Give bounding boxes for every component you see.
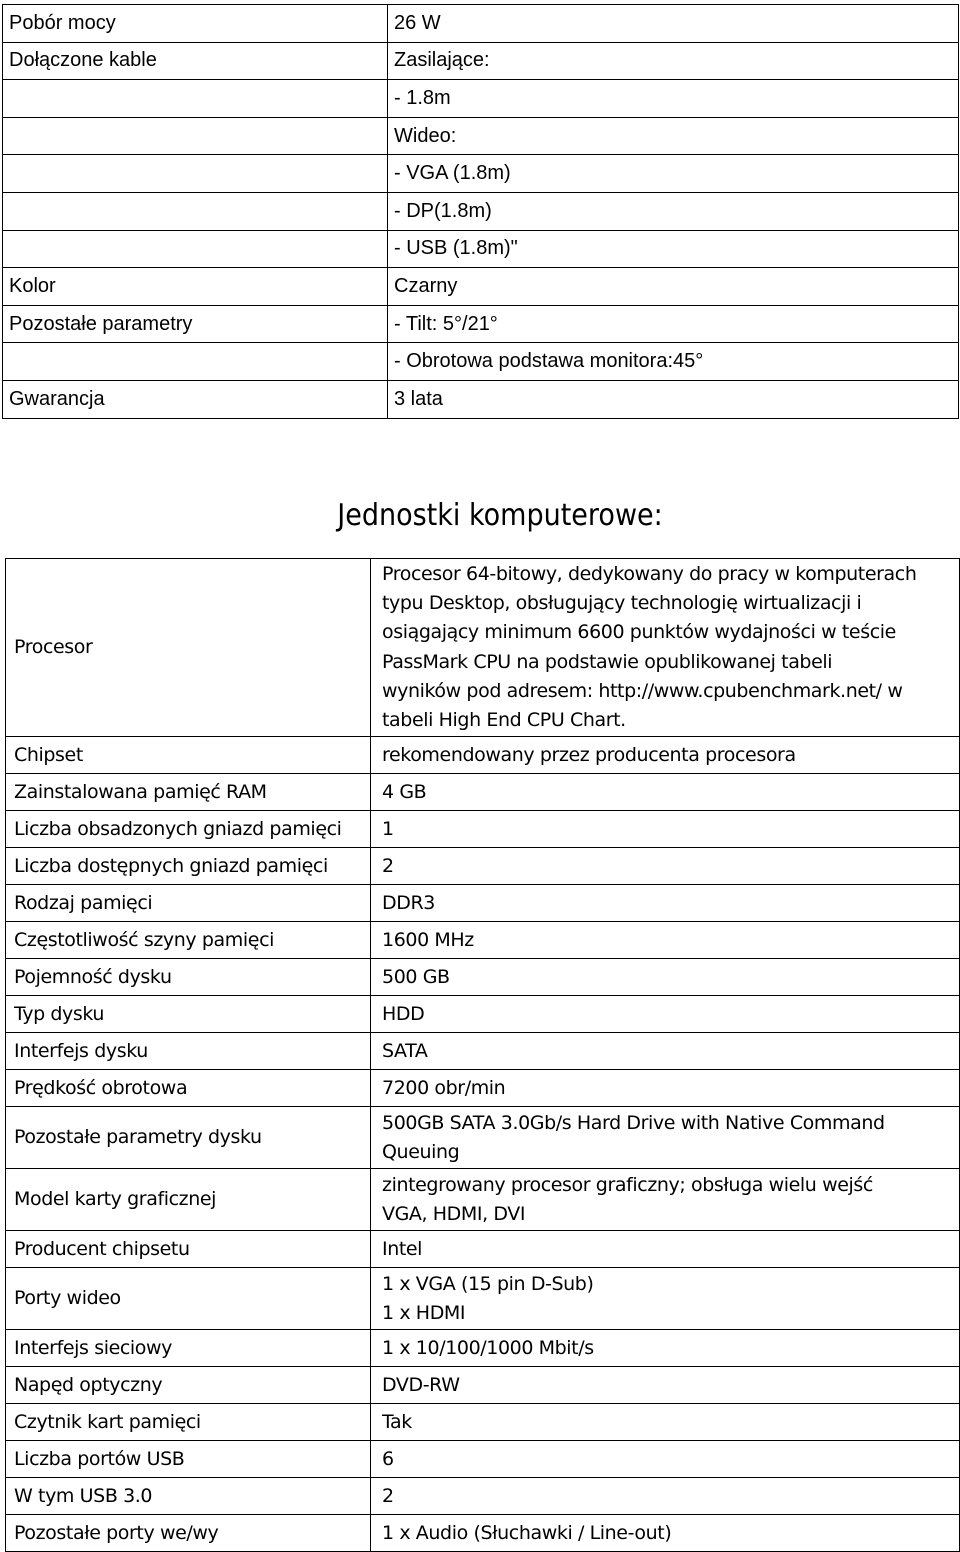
- spec-value: Intel: [371, 1231, 960, 1268]
- spec-label: [3, 192, 388, 230]
- spec-value: 2: [371, 848, 960, 885]
- value-line: typu Desktop, obsługujący technologię wirtualizacji i: [382, 592, 862, 615]
- spec-label: W tym USB 3.0: [6, 1478, 371, 1515]
- value-line: 1 x VGA (15 pin D-Sub): [382, 1272, 594, 1295]
- table-row: [6, 737, 960, 774]
- spec-label: [3, 343, 388, 381]
- table-row: [6, 1404, 960, 1441]
- table-row: [6, 922, 960, 959]
- spec-label: Porty wideo: [6, 1268, 371, 1330]
- table-row: [6, 848, 960, 885]
- value-line: osiągający minimum 6600 punktów wydajności w teście: [382, 621, 896, 644]
- value-line: VGA, HDMI, DVI: [382, 1202, 526, 1225]
- value-line: wyników pod adresem: http://www.cpubenchmark.net/ w: [382, 679, 903, 702]
- table-row: [3, 117, 959, 155]
- table-row: [3, 268, 959, 306]
- value-line: Procesor 64-bitowy, dedykowany do pracy w komputerach: [382, 563, 917, 585]
- spec-label: Producent chipsetu: [6, 1231, 371, 1268]
- table-row: [6, 774, 960, 811]
- spec-value: 26 W: [388, 5, 959, 43]
- table-row: [6, 1231, 960, 1268]
- table-row: [6, 885, 960, 922]
- table-row: [6, 1367, 960, 1404]
- value-line: zintegrowany procesor graficzny; obsługa wielu wejść: [382, 1173, 873, 1196]
- spec-value: - DP(1.8m): [388, 192, 959, 230]
- table-row: [6, 559, 960, 737]
- value-line: 500GB SATA 3.0Gb/s Hard Drive with Native Command: [382, 1111, 885, 1134]
- table-row: [3, 5, 959, 43]
- table-row: [6, 1070, 960, 1107]
- spec-label: Pozostałe parametry dysku: [6, 1107, 371, 1169]
- table-row: [3, 42, 959, 80]
- spec-value: 1 x 10/100/1000 Mbit/s: [371, 1330, 960, 1367]
- spec-label: [3, 80, 388, 118]
- section-heading: Jednostki komputerowe:: [337, 498, 663, 533]
- spec-value: Tak: [371, 1404, 960, 1441]
- spec-value: [371, 559, 960, 737]
- spec-label: Zainstalowana pamięć RAM: [6, 774, 371, 811]
- table-row: [6, 1033, 960, 1070]
- spec-value: rekomendowany przez producenta procesora: [371, 737, 960, 774]
- table-row: [6, 1515, 960, 1552]
- spec-label: Typ dysku: [6, 996, 371, 1033]
- spec-value: - USB (1.8m)": [388, 230, 959, 268]
- table-row: [6, 996, 960, 1033]
- spec-label: Liczba obsadzonych gniazd pamięci: [6, 811, 371, 848]
- spec-value: 4 GB: [371, 774, 960, 811]
- computer-units-spec-table: [5, 558, 960, 1552]
- spec-value: DDR3: [371, 885, 960, 922]
- spec-value: - 1.8m: [388, 80, 959, 118]
- table-row: [3, 155, 959, 193]
- value-line: 1 x HDMI: [382, 1301, 466, 1324]
- table-row: [3, 343, 959, 381]
- spec-label: Pojemność dysku: [6, 959, 371, 996]
- table-row: [6, 959, 960, 996]
- spec-value: HDD: [371, 996, 960, 1033]
- spec-label: Pozostałe parametry: [3, 305, 388, 343]
- spec-label: Gwarancja: [3, 380, 388, 418]
- table-row: [6, 1478, 960, 1515]
- spec-value: [371, 1169, 960, 1231]
- spec-label: Pobór mocy: [3, 5, 388, 43]
- spec-label: Częstotliwość szyny pamięci: [6, 922, 371, 959]
- table-row: [3, 80, 959, 118]
- spec-value: 1 x Audio (Słuchawki / Line-out): [371, 1515, 960, 1552]
- spec-value: Czarny: [388, 268, 959, 306]
- spec-value: 1: [371, 811, 960, 848]
- table-row: [3, 305, 959, 343]
- spec-label: Liczba portów USB: [6, 1441, 371, 1478]
- spec-label: [3, 117, 388, 155]
- spec-label: Chipset: [6, 737, 371, 774]
- spec-label: Kolor: [3, 268, 388, 306]
- spec-value: - Tilt: 5°/21°: [388, 305, 959, 343]
- spec-value: 7200 obr/min: [371, 1070, 960, 1107]
- spec-label: Pozostałe porty we/wy: [6, 1515, 371, 1552]
- spec-value: 3 lata: [388, 380, 959, 418]
- table-row: [6, 1107, 960, 1169]
- table-row: [3, 230, 959, 268]
- spec-label: Napęd optyczny: [6, 1367, 371, 1404]
- table-row: [6, 1268, 960, 1330]
- table-row: [6, 1330, 960, 1367]
- table-row: [6, 1169, 960, 1231]
- spec-value: - Obrotowa podstawa monitora:45°: [388, 343, 959, 381]
- table-row: [3, 380, 959, 418]
- spec-value: Wideo:: [388, 117, 959, 155]
- monitor-spec-table: [2, 4, 959, 419]
- spec-label: Model karty graficznej: [6, 1169, 371, 1231]
- spec-value: SATA: [371, 1033, 960, 1070]
- spec-label: Dołączone kable: [3, 42, 388, 80]
- value-line: PassMark CPU na podstawie opublikowanej tabeli: [382, 650, 833, 673]
- spec-label: Prędkość obrotowa: [6, 1070, 371, 1107]
- spec-label: Liczba dostępnych gniazd pamięci: [6, 848, 371, 885]
- spec-label: Rodzaj pamięci: [6, 885, 371, 922]
- spec-label: Interfejs dysku: [6, 1033, 371, 1070]
- spec-value: - VGA (1.8m): [388, 155, 959, 193]
- spec-label: [3, 155, 388, 193]
- value-line: tabeli High End CPU Chart.: [382, 709, 626, 732]
- spec-label: Procesor: [6, 559, 371, 737]
- spec-value: 2: [371, 1478, 960, 1515]
- value-line: Queuing: [382, 1140, 460, 1163]
- spec-label: [3, 230, 388, 268]
- spec-value: 1600 MHz: [371, 922, 960, 959]
- spec-value: 500 GB: [371, 959, 960, 996]
- table-row: [3, 192, 959, 230]
- spec-value: [371, 1268, 960, 1330]
- table-row: [6, 811, 960, 848]
- spec-value: Zasilające:: [388, 42, 959, 80]
- spec-value: 6: [371, 1441, 960, 1478]
- spec-label: Czytnik kart pamięci: [6, 1404, 371, 1441]
- spec-value: [371, 1107, 960, 1169]
- table-row: [6, 1441, 960, 1478]
- spec-label: Interfejs sieciowy: [6, 1330, 371, 1367]
- spec-value: DVD-RW: [371, 1367, 960, 1404]
